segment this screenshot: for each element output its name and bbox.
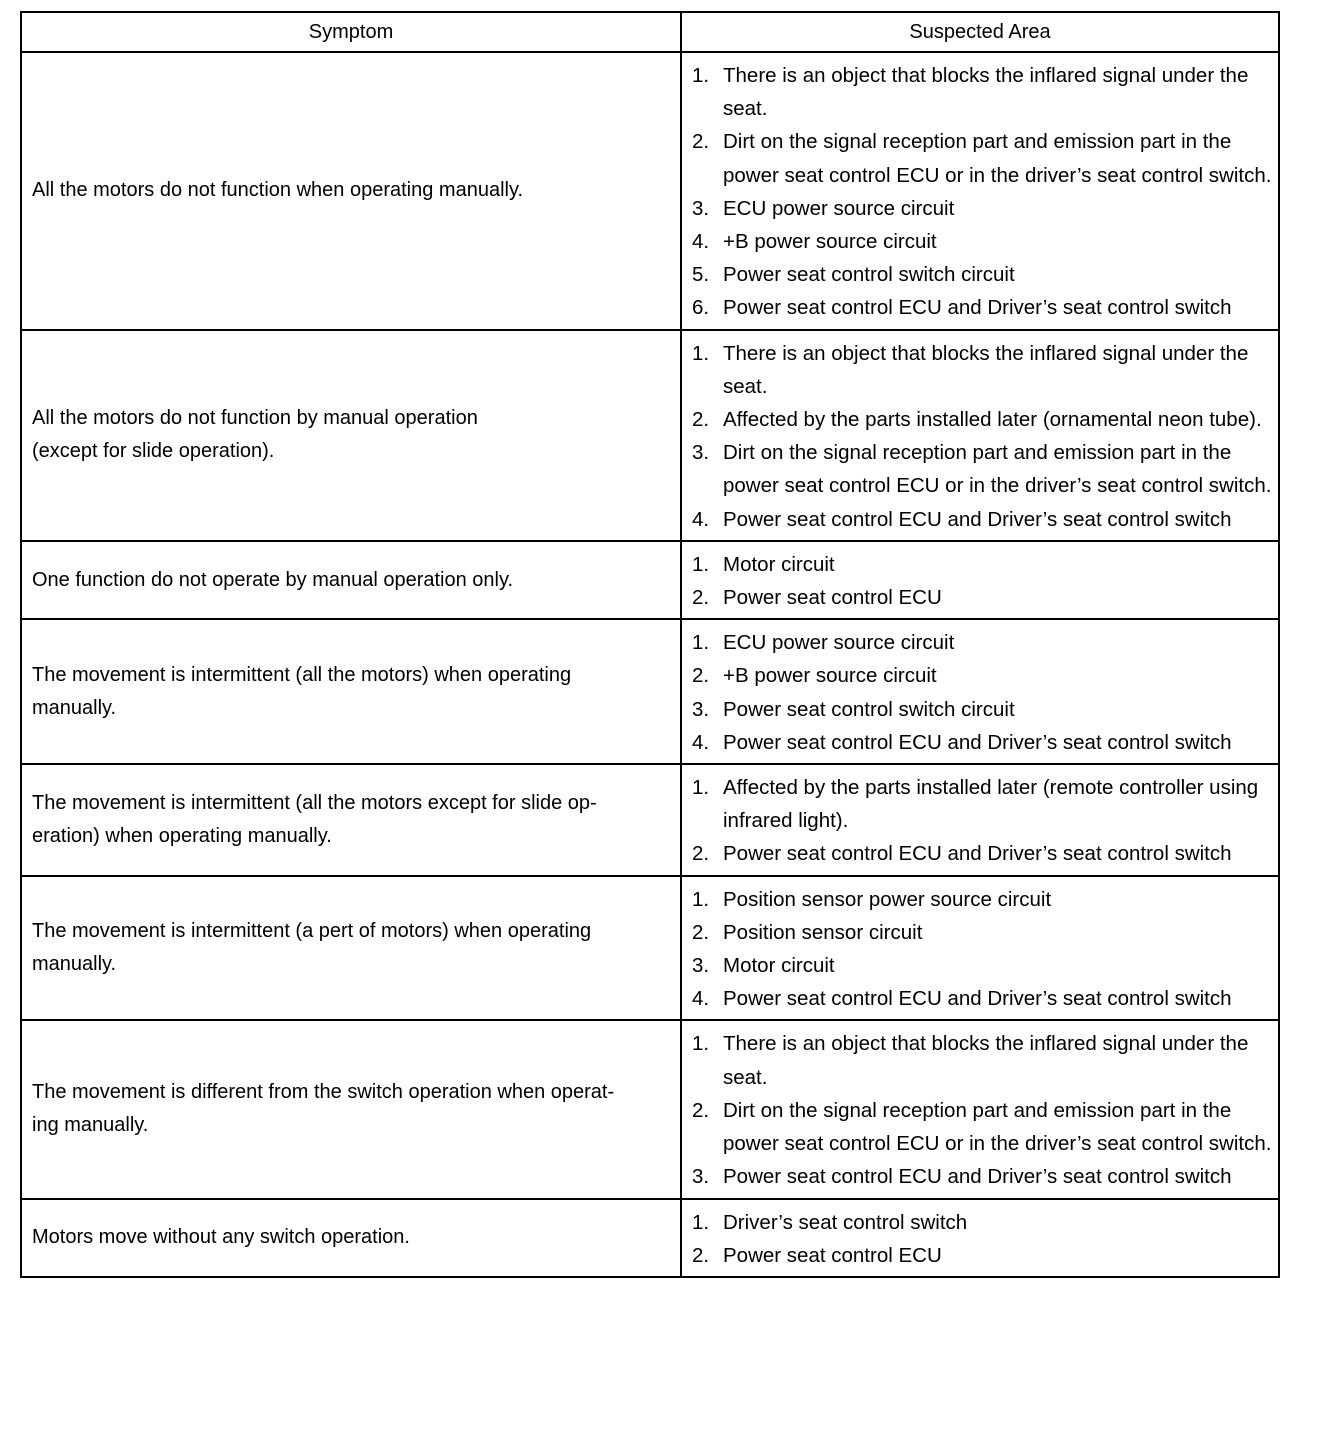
- cause-text: There is an object that blocks the inflared signal under the seat.: [723, 341, 1249, 398]
- cause-text: Dirt on the signal reception part and emission part in the power seat control ECU or in the driver’s seat control switch.: [723, 130, 1272, 187]
- cause-item: [692, 258, 1272, 291]
- cause-number: 1.: [692, 64, 710, 87]
- cause-text: Affected by the parts installed later (ornamental neon tube).: [723, 408, 1262, 432]
- cause-number: 1.: [692, 552, 710, 576]
- cause-text: Power seat control ECU and Driver’s seat control switch: [723, 842, 1232, 866]
- symptom-cell: [21, 541, 681, 619]
- cause-item: [692, 1027, 1272, 1093]
- symptom-text: The movement is different from the switch operation when operat- ing manually.: [32, 1081, 615, 1137]
- symptom-text: One function do not operate by manual operation only.: [32, 568, 514, 591]
- cause-number: 4.: [692, 730, 710, 754]
- cause-number: 1.: [692, 887, 710, 911]
- cause-number: 2.: [692, 408, 710, 432]
- table-row: [21, 541, 1279, 619]
- suspected-area-cell: [681, 619, 1279, 764]
- cause-list: [692, 1206, 1272, 1272]
- cause-number: 6.: [692, 296, 710, 320]
- cause-text: Position sensor circuit: [723, 920, 923, 944]
- cause-text: Dirt on the signal reception part and emission part in the power seat control ECU or in the driver’s seat control switch.: [723, 441, 1272, 498]
- cause-text: Power seat control switch circuit: [723, 263, 1015, 287]
- cause-number: 2.: [692, 586, 710, 610]
- suspected-area-cell: [681, 1020, 1279, 1198]
- symptom-text: Motors move without any switch operation.: [32, 1226, 410, 1249]
- cause-text: ECU power source circuit: [723, 631, 955, 655]
- cause-text: Position sensor power source circuit: [723, 887, 1052, 911]
- cause-list: [692, 626, 1272, 759]
- cause-text: There is an object that blocks the inflared signal under the seat.: [723, 64, 1249, 121]
- cause-number: 3.: [692, 441, 710, 465]
- symptom-text: The movement is intermittent (all the motors) when operating manually.: [32, 663, 572, 719]
- cause-item: [692, 726, 1272, 759]
- header-row: [21, 12, 1279, 52]
- cause-item: [692, 1160, 1272, 1193]
- suspected-area-cell: [681, 764, 1279, 876]
- cause-item: [692, 337, 1272, 403]
- cause-text: Power seat control ECU and Driver’s seat control switch: [723, 296, 1232, 320]
- cause-text: Power seat control ECU: [723, 1243, 942, 1267]
- cause-item: [692, 436, 1272, 502]
- cause-item: [692, 291, 1272, 324]
- cause-number: 1.: [692, 1210, 710, 1234]
- symptom-cell: [21, 52, 681, 330]
- cause-text: Dirt on the signal reception part and emission part in the power seat control ECU or in the driver’s seat control switch.: [723, 1098, 1272, 1156]
- suspected-area-cell: [681, 541, 1279, 619]
- cause-item: [692, 1094, 1272, 1160]
- cause-item: [692, 883, 1272, 916]
- cause-item: [692, 626, 1272, 659]
- cause-item: [692, 548, 1272, 581]
- table-row: [21, 330, 1279, 541]
- cause-number: 4.: [692, 987, 710, 1011]
- cause-item: [692, 659, 1272, 692]
- symptom-cell: [21, 876, 681, 1021]
- cause-item: [692, 59, 1272, 125]
- symptom-text: The movement is intermittent (all the motors except for slide op- eration) when operating manually.: [32, 791, 597, 847]
- symptom-cell: [21, 1020, 681, 1198]
- cause-text: Power seat control switch circuit: [723, 697, 1015, 721]
- cause-number: 4.: [692, 230, 710, 254]
- cause-item: [692, 192, 1272, 225]
- symptom-text: The movement is intermittent (a pert of motors) when operating manually.: [32, 920, 592, 976]
- cause-item: [692, 916, 1272, 949]
- cause-text: +B power source circuit: [723, 664, 937, 688]
- table-body: [21, 52, 1279, 1277]
- symptom-text: All the motors do not function by manual operation (except for slide operation).: [32, 407, 478, 463]
- cause-number: 1.: [692, 776, 710, 800]
- table-row: [21, 52, 1279, 330]
- cause-text: Power seat control ECU and Driver’s seat control switch: [723, 730, 1232, 754]
- cause-list: [692, 548, 1272, 614]
- cause-item: [692, 581, 1272, 614]
- cause-item: [692, 125, 1272, 191]
- cause-number: 5.: [692, 263, 710, 287]
- cause-text: +B power source circuit: [723, 230, 937, 254]
- cause-item: [692, 403, 1272, 436]
- table-row: [21, 876, 1279, 1021]
- symptom-text: All the motors do not function when operating manually.: [32, 179, 524, 202]
- table-row: [21, 764, 1279, 876]
- cause-item: [692, 1206, 1272, 1239]
- symptom-cell: [21, 330, 681, 541]
- cause-list: [692, 771, 1272, 871]
- table-row: [21, 1020, 1279, 1198]
- table-row: [21, 1199, 1279, 1277]
- cause-number: 1.: [692, 341, 710, 365]
- cause-text: Power seat control ECU and Driver’s seat control switch: [723, 987, 1232, 1011]
- cause-number: 2.: [692, 130, 710, 154]
- cause-text: Driver’s seat control switch: [723, 1210, 968, 1234]
- cause-text: Motor circuit: [723, 552, 835, 576]
- cause-item: [692, 949, 1272, 982]
- symptom-cell: [21, 619, 681, 764]
- suspected-area-header: Suspected Area: [681, 12, 1279, 52]
- suspected-area-cell: [681, 52, 1279, 330]
- cause-number: 3.: [692, 196, 710, 220]
- suspected-area-cell: [681, 1199, 1279, 1277]
- troubleshooting-table: [20, 11, 1280, 1278]
- cause-number: 2.: [692, 842, 710, 866]
- symptom-cell: [21, 1199, 681, 1277]
- suspected-area-cell: [681, 330, 1279, 541]
- cause-item: [692, 771, 1272, 837]
- suspected-area-cell: [681, 876, 1279, 1021]
- cause-list: [692, 1027, 1272, 1193]
- cause-text: Power seat control ECU and Driver’s seat control switch: [723, 507, 1232, 531]
- cause-list: [692, 337, 1272, 536]
- cause-item: [692, 503, 1272, 536]
- symptom-cell: [21, 764, 681, 876]
- cause-text: Motor circuit: [723, 954, 835, 978]
- cause-text: There is an object that blocks the inflared signal under the seat.: [723, 1032, 1249, 1089]
- cause-number: 2.: [692, 664, 710, 688]
- cause-item: [692, 225, 1272, 258]
- cause-item: [692, 693, 1272, 726]
- cause-text: ECU power source circuit: [723, 196, 955, 220]
- cause-number: 4.: [692, 507, 710, 531]
- symptom-header: Symptom: [21, 12, 681, 52]
- cause-list: [692, 883, 1272, 1016]
- cause-text: Power seat control ECU: [723, 586, 942, 610]
- cause-item: [692, 1239, 1272, 1272]
- cause-text: Affected by the parts installed later (remote controller using infrared light).: [723, 776, 1259, 833]
- cause-number: 1.: [692, 631, 710, 655]
- cause-number: 2.: [692, 920, 710, 944]
- cause-text: Power seat control ECU and Driver’s seat control switch: [723, 1165, 1232, 1189]
- table-row: [21, 619, 1279, 764]
- cause-number: 3.: [692, 697, 710, 721]
- cause-number: 1.: [692, 1032, 710, 1056]
- cause-item: [692, 982, 1272, 1015]
- cause-number: 2.: [692, 1243, 710, 1267]
- cause-item: [692, 837, 1272, 870]
- cause-number: 3.: [692, 1165, 710, 1189]
- cause-number: 3.: [692, 954, 710, 978]
- cause-list: [692, 59, 1272, 325]
- cause-number: 2.: [692, 1098, 710, 1122]
